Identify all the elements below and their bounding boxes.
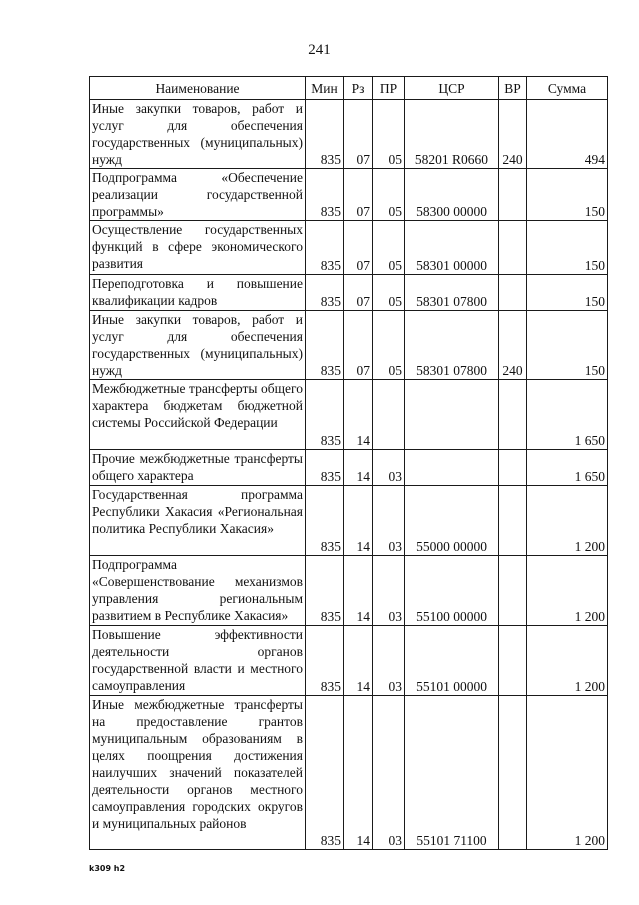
row-vr: 240 <box>499 311 527 380</box>
row-sum: 150 <box>527 311 608 380</box>
header-rz: Рз <box>344 77 373 100</box>
row-min: 835 <box>306 556 344 626</box>
row-vr <box>499 169 527 221</box>
row-sum: 1 200 <box>527 556 608 626</box>
row-vr <box>499 221 527 275</box>
row-csr: 58301 07800 <box>405 275 499 311</box>
row-min: 835 <box>306 486 344 556</box>
row-name: Прочие межбюджетные трансферты общего характера <box>90 450 306 486</box>
row-csr <box>405 450 499 486</box>
table-row <box>90 169 608 221</box>
row-name: Иные закупки товаров, работ и услуг для обеспечения государственных (муниципальных) нужд <box>90 100 306 169</box>
row-sum: 150 <box>527 275 608 311</box>
row-csr: 58201 R0660 <box>405 100 499 169</box>
row-rz: 07 <box>344 275 373 311</box>
row-min: 835 <box>306 696 344 850</box>
row-csr: 55101 00000 <box>405 626 499 696</box>
row-rz: 14 <box>344 486 373 556</box>
table-row <box>90 696 608 850</box>
row-sum: 1 650 <box>527 450 608 486</box>
row-pr: 03 <box>373 556 405 626</box>
row-rz: 14 <box>344 380 373 450</box>
row-sum: 1 200 <box>527 626 608 696</box>
row-csr: 58301 07800 <box>405 311 499 380</box>
row-min: 835 <box>306 221 344 275</box>
row-pr: 05 <box>373 311 405 380</box>
table-row <box>90 626 608 696</box>
row-pr: 03 <box>373 486 405 556</box>
row-sum: 1 650 <box>527 380 608 450</box>
page-number: 241 <box>308 42 331 58</box>
row-name: Государственная программа Республики Хакасия «Региональная политика Республики Хакасия» <box>90 486 306 556</box>
row-min: 835 <box>306 626 344 696</box>
footer-code: k309 h2 <box>89 864 126 873</box>
table-header-row <box>90 77 608 100</box>
row-sum: 1 200 <box>527 486 608 556</box>
row-name: Иные межбюджетные трансферты на предоставление грантов муниципальным образованиям в целях поощрения достижения наилучших значений показателей деятельности органов местного самоуправления городских округов и муниципальных районов <box>90 696 306 850</box>
row-rz: 14 <box>344 696 373 850</box>
row-min: 835 <box>306 275 344 311</box>
row-sum: 150 <box>527 221 608 275</box>
row-name: Повышение эффективности деятельности органов государственной власти и местного самоуправления <box>90 626 306 696</box>
row-pr: 05 <box>373 169 405 221</box>
row-pr: 05 <box>373 100 405 169</box>
row-rz: 14 <box>344 450 373 486</box>
row-sum: 150 <box>527 169 608 221</box>
row-vr <box>499 380 527 450</box>
row-sum: 1 200 <box>527 696 608 850</box>
table-row <box>90 275 608 311</box>
row-pr: 05 <box>373 275 405 311</box>
header-pr: ПР <box>373 77 405 100</box>
row-min: 835 <box>306 311 344 380</box>
row-csr: 55100 00000 <box>405 556 499 626</box>
budget-table <box>89 76 608 850</box>
row-name: Осуществление государственных функций в сфере экономического развития <box>90 221 306 275</box>
row-min: 835 <box>306 169 344 221</box>
table-row <box>90 450 608 486</box>
header-min: Мин <box>306 77 344 100</box>
row-min: 835 <box>306 380 344 450</box>
row-vr <box>499 275 527 311</box>
row-pr: 03 <box>373 696 405 850</box>
row-csr: 58301 00000 <box>405 221 499 275</box>
row-min: 835 <box>306 100 344 169</box>
row-pr: 05 <box>373 221 405 275</box>
row-csr: 55101 71100 <box>405 696 499 850</box>
table-row <box>90 380 608 450</box>
row-name: Подпрограмма «Совершенствование механизмов управления региональным развитием в Республике Хакасия» <box>90 556 306 626</box>
row-pr: 03 <box>373 626 405 696</box>
row-vr <box>499 556 527 626</box>
row-sum: 494 <box>527 100 608 169</box>
row-csr: 58300 00000 <box>405 169 499 221</box>
row-vr <box>499 696 527 850</box>
row-min: 835 <box>306 450 344 486</box>
row-name: Иные закупки товаров, работ и услуг для обеспечения государственных (муниципальных) нужд <box>90 311 306 380</box>
row-rz: 07 <box>344 311 373 380</box>
row-rz: 07 <box>344 100 373 169</box>
table-row <box>90 100 608 169</box>
row-vr <box>499 486 527 556</box>
table-row <box>90 486 608 556</box>
table-row <box>90 311 608 380</box>
row-pr: 03 <box>373 450 405 486</box>
row-rz: 07 <box>344 169 373 221</box>
row-rz: 14 <box>344 556 373 626</box>
row-vr <box>499 626 527 696</box>
header-sum: Сумма <box>527 77 608 100</box>
row-csr: 55000 00000 <box>405 486 499 556</box>
header-vr: ВР <box>499 77 527 100</box>
table-row <box>90 556 608 626</box>
row-pr <box>373 380 405 450</box>
row-name: Межбюджетные трансферты общего характера бюджетам бюджетной системы Российской Федерации <box>90 380 306 450</box>
row-name: Подпрограмма «Обеспечение реализации государственной программы» <box>90 169 306 221</box>
row-vr <box>499 450 527 486</box>
table-row <box>90 221 608 275</box>
header-name: Наименование <box>90 77 306 100</box>
row-name: Переподготовка и повышение квалификации кадров <box>90 275 306 311</box>
row-rz: 14 <box>344 626 373 696</box>
row-rz: 07 <box>344 221 373 275</box>
row-vr: 240 <box>499 100 527 169</box>
row-csr <box>405 380 499 450</box>
header-csr: ЦСР <box>405 77 499 100</box>
